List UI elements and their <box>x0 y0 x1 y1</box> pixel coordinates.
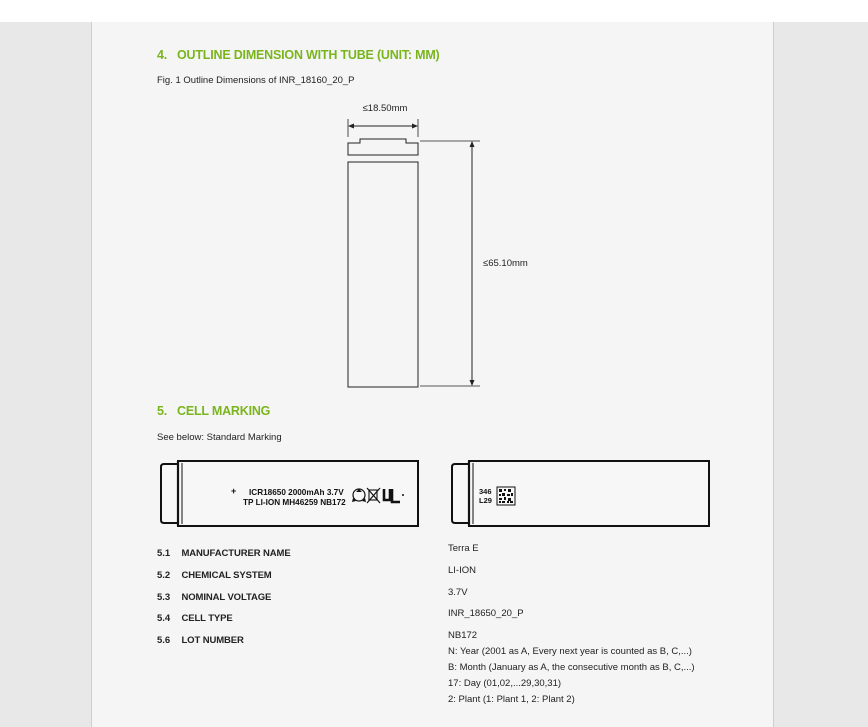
spec-label: CELL TYPE <box>181 613 233 624</box>
spec-value: Terra E <box>448 543 479 554</box>
spec-value: 3.7V <box>448 587 468 598</box>
section-4-title: OUTLINE DIMENSION WITH TUBE (UNIT: MM) <box>177 48 440 62</box>
spec-row <box>157 608 233 626</box>
lot-number-notes <box>448 644 695 708</box>
spec-row <box>157 565 272 583</box>
section-4-number: 4. <box>157 48 168 62</box>
spec-number: 5.2 <box>157 570 171 581</box>
height-label: ≤65.10mm <box>483 258 528 269</box>
top-bar <box>0 0 868 22</box>
spec-value: INR_18650_20_P <box>448 608 524 619</box>
lot-code-line-1: 346 <box>479 487 492 496</box>
spec-row <box>157 587 271 605</box>
marking-line-1: ICR18650 2000mAh 3.7V <box>249 488 344 497</box>
spec-label: MANUFACTURER NAME <box>181 548 291 559</box>
lot-note: N: Year (2001 as A, Every next year is counted as B, C,...) <box>448 646 692 657</box>
spec-number: 5.1 <box>157 548 171 559</box>
cell-cap <box>348 139 418 155</box>
lot-note: 2: Plant (1: Plant 1, 2: Plant 2) <box>448 694 575 705</box>
spec-label: CHEMICAL SYSTEM <box>181 570 272 581</box>
section-5-heading <box>157 404 270 418</box>
cell-marking-front <box>156 458 422 530</box>
spec-row <box>157 543 291 561</box>
marking-plus-sign: + <box>231 486 237 496</box>
spec-value: NB172 <box>448 630 478 641</box>
lot-note: B: Month (January as A, the consecutive month as B, C,...) <box>448 662 695 673</box>
spec-row <box>157 630 244 648</box>
lot-note: 17: Day (01,02,...29,30,31) <box>448 678 562 689</box>
diameter-arrow-right <box>412 124 418 129</box>
cell-body <box>348 162 418 387</box>
spec-label: NOMINAL VOLTAGE <box>181 592 272 603</box>
spec-number: 5.3 <box>157 592 171 603</box>
diameter-label: ≤18.50mm <box>362 103 408 114</box>
section-5-title: CELL MARKING <box>177 404 271 418</box>
height-arrow-top <box>470 141 475 147</box>
lot-code-line-2: L29 <box>479 496 492 505</box>
figure-caption: Fig. 1 Outline Dimensions of INR_18160_20_P <box>157 75 355 86</box>
diameter-arrow-left <box>348 124 354 129</box>
data-matrix-code-icon <box>497 487 515 505</box>
spec-value: LI-ION <box>448 565 476 576</box>
document-page <box>91 22 774 727</box>
marking-subtitle: See below: Standard Marking <box>157 432 282 443</box>
section-5-number: 5. <box>157 404 168 418</box>
height-arrow-bottom <box>470 380 475 386</box>
section-4-heading <box>157 48 440 62</box>
outline-dimension-drawing <box>332 97 502 392</box>
marking-line-2: TP LI-ION MH46259 NB172 <box>243 498 346 507</box>
spec-number: 5.4 <box>157 613 171 624</box>
cell-marking-back <box>447 458 713 530</box>
spec-label: LOT NUMBER <box>181 635 244 646</box>
spec-number: 5.6 <box>157 635 171 646</box>
